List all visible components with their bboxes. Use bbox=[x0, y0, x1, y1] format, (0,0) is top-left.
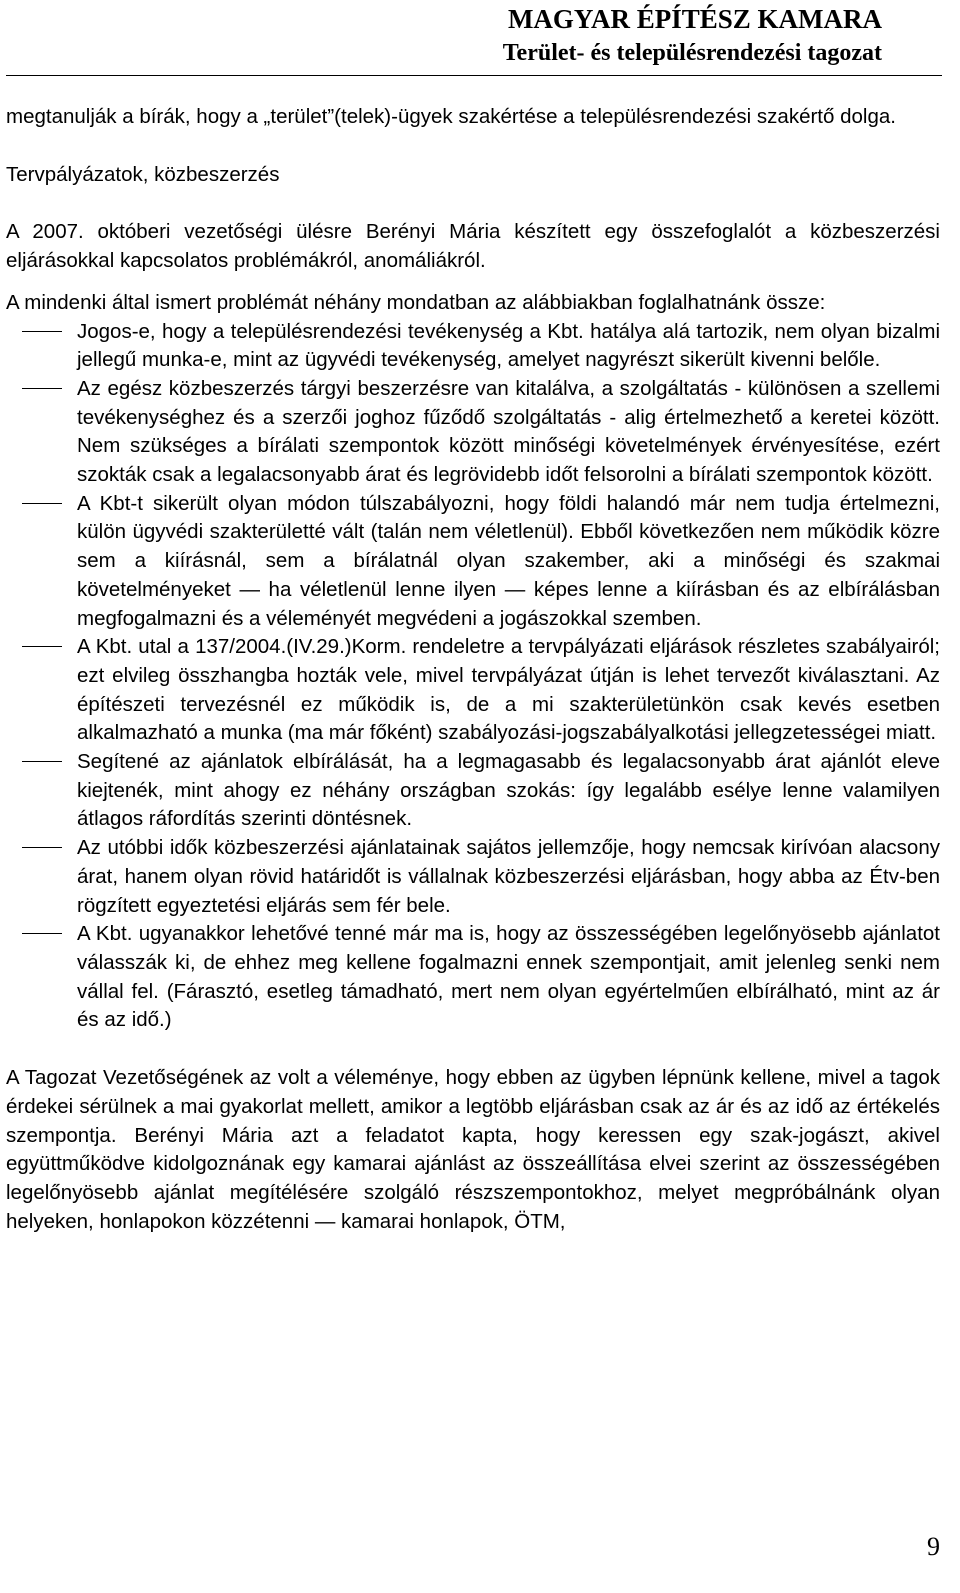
list-item bbox=[6, 633, 940, 748]
problem-list bbox=[6, 318, 940, 1036]
header-rule bbox=[6, 75, 942, 76]
section-name: Terület- és településrendezési tagozat bbox=[502, 40, 882, 66]
list-item bbox=[6, 318, 940, 375]
dash-bullet-icon bbox=[22, 761, 62, 762]
list-item bbox=[6, 490, 940, 634]
dash-bullet-icon bbox=[22, 847, 62, 848]
paragraph-2: A mindenki által ismert problémát néhány mondatban az alábbiakban foglalhatnánk össze: bbox=[6, 290, 826, 314]
dash-bullet-icon bbox=[22, 388, 62, 389]
dash-bullet-icon bbox=[22, 646, 62, 647]
section-heading: Tervpályázatok, közbeszerzés bbox=[6, 162, 280, 186]
organization-name: MAGYAR ÉPÍTÉSZ KAMARA bbox=[507, 4, 882, 34]
dash-bullet-icon bbox=[22, 503, 62, 504]
list-item-text: A Kbt. utal a 137/2004.(IV.29.)Korm. rendeletre a tervpályázati eljárások részletes szabályairól; ezt elvileg összhangba hozták vele, mivel tervpályázat útján is lehet tervezőt kiválasztani. Az építészeti tervezésnél ez működik is, de a mi szakterületünkön csak kevés esetben alkalmazható a munka (ma már főként) szabályozási-jogszabályalkotási jellegzetességei miatt. bbox=[77, 635, 940, 745]
paragraph-3: A Tagozat Vezetőségének az volt a véleménye, hogy ebben az ügyben lépnünk kellene, mivel a tagok érdekei sérülnek a mai gyakorlat mellett, amikor a legtöbb eljárásban csak az ár és az idő az értékelés szempontja. Berényi Mária azt a feladatot kapta, hogy keressen egy szak-jogászt, akivel együttműködve kidolgoznának egy kamarai ajánlást az összeállítása elvei szerint az összességében legelőnyösebb ajánlat megítélésére szolgáló részszempontokhoz, melyet megpróbálnánk olyan helyeken, honlapokon közzétenni ― kamarai honlapok, ÖTM, bbox=[6, 1066, 940, 1233]
list-item-text: Az utóbbi idők közbeszerzési ajánlatainak sajátos jellemzője, hogy nemcsak kirívóan alacsony árat, hanem olyan rövid határidőt is vállalnak közbeszerzési eljárásban, hogy abba az Étv-ben rögzített egyeztetési eljárás sem fér bele. bbox=[77, 836, 940, 917]
document-body bbox=[6, 103, 940, 1236]
paragraph-1: A 2007. októberi vezetőségi ülésre Berényi Mária készített egy összefoglalót a közbeszerzési eljárásokkal kapcsolatos problémákról, anomáliákról. bbox=[6, 220, 940, 273]
page-header bbox=[503, 2, 882, 70]
list-item-text: Jogos-e, hogy a településrendezési tevékenység a Kbt. hatálya alá tartozik, nem olyan bizalmi jellegű munka-e, mint az ügyvédi tevékenység, amelyet nagyrészt sikerült kivenni belőle. bbox=[77, 319, 940, 372]
list-item-text: Segítené az ajánlatok elbírálását, ha a legmagasabb és legalacsonyabb árat ajánlót eleve kiejtenék, mint ahogy ez néhány országban szokás: így legalább esélye lenne valamilyen átlagos ráfordítás szerinti döntésnek. bbox=[77, 750, 940, 831]
list-item-text: Az egész közbeszerzés tárgyi beszerzésre van kitalálva, a szolgáltatás - különösen a szellemi tevékenységhez és a szerzői joghoz fűződő szolgáltatás - alig értelmezhető a keretei között. Nem szükséges a bírálati szempontok között minőségi követelmények érvényesítése, ezért szokták csak a legalacsonyabb árat és legrövidebb időt felsorolni a bírálati szempontok között. bbox=[77, 376, 940, 487]
list-item bbox=[6, 920, 940, 1035]
page-number: 9 bbox=[927, 1532, 940, 1561]
intro-paragraph: megtanulják a bírák, hogy a „terület”(telek)-ügyek szakértése a településrendezési szakértő dolga. bbox=[6, 105, 896, 128]
dash-bullet-icon bbox=[22, 331, 62, 332]
list-item-text: A Kbt. ugyanakkor lehetővé tenné már ma is, hogy az összességében legelőnyösebb ajánlatot válasszák ki, de ehhez meg kellene fogalmazni ennek szempontjait, amit jelenleg senki nem vállal fel. (Fárasztó, esetleg támadható, mert nem olyan egyértelműen elbírálható, mint az ár és az idő.) bbox=[77, 922, 940, 1032]
list-item-text: A Kbt-t sikerült olyan módon túlszabályozni, hogy földi halandó már nem tudja értelmezni, külön ügyvédi szakterületté vált (talán nem véletlenül). Ebből következően nem működik közre sem a kiírásnál, sem a bírálatnál olyan szakember, aki a minőségi és szakmai követelményeket ― ha véletlenül lenne ilyen ― képes lenne a kiírásban és az elbírálásban megfogalmazni és a véleményét megvédeni a jogászokkal szemben. bbox=[77, 491, 940, 630]
list-item bbox=[6, 834, 940, 920]
list-item bbox=[6, 375, 940, 490]
list-item bbox=[6, 748, 940, 834]
dash-bullet-icon bbox=[22, 933, 62, 934]
